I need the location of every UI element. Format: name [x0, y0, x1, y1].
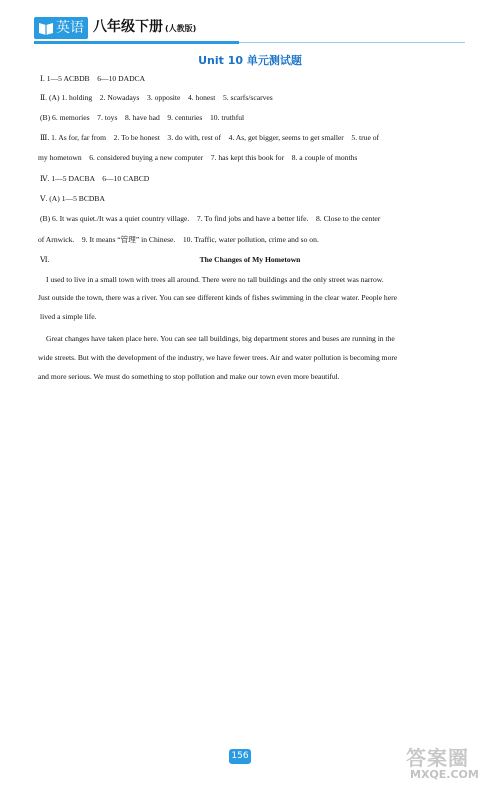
- answer-line: Ⅳ. 1—5 DACBA 6—10 CABCD: [40, 174, 150, 183]
- answer-line: of Arnwick. 9. It means “管理” in Chinese. 10. Traffic, water pollution, crime and so on.: [38, 235, 319, 244]
- page-header: [0, 0, 500, 50]
- answer-line: my hometown 6. considered buying a new computer 7. has kept this book for 8. a couple of months: [38, 153, 358, 162]
- grade-label: [93, 17, 196, 39]
- essay-line: I used to live in a small town with trees all around. There were no tall buildings and the only street was narrow.: [46, 275, 384, 284]
- header-divider: [239, 42, 465, 43]
- answer-line: Ⅲ. 1. As for, far from 2. To be honest 3. do with, rest of 4. As, get bigger, seems to get smaller 5. true of: [40, 133, 380, 142]
- answer-line: (B) 6. It was quiet./It was a quiet country village. 7. To find jobs and have a better life. 8. Close to the center: [40, 214, 381, 223]
- unit-title: Unit 10 单元测试题: [198, 54, 302, 67]
- answer-line: Ⅰ. 1—5 ACBDB 6—10 DADCA: [40, 74, 146, 83]
- essay-line: Great changes have taken place here. You can see tall buildings, big department stores and buses are running in the: [46, 334, 395, 343]
- essay-line: wide streets. But with the development of the industry, we have fewer trees. Air and water pollution is becoming more: [38, 353, 398, 362]
- watermark-url: MXQE.COM: [410, 768, 479, 781]
- edition-label: (人教版): [165, 24, 197, 33]
- essay-line: Just outside the town, there was a river. You can see different kinds of fishes swimming in the clear water. People here: [38, 293, 397, 302]
- subject-label: 英语: [56, 20, 84, 36]
- book-icon: [38, 21, 54, 35]
- essay-title: The Changes of My Hometown: [199, 255, 301, 264]
- essay-line: lived a simple life.: [40, 312, 97, 321]
- subject-badge: [34, 17, 88, 39]
- answer-line: (B) 6. memories 7. toys 8. have had 9. centuries 10. truthful: [40, 113, 245, 122]
- watermark-logo: 答案圈: [406, 746, 469, 770]
- answer-line: Ⅱ. (A) 1. holding 2. Nowadays 3. opposite 4. honest 5. scarfs/scarves: [40, 93, 273, 102]
- essay-line: and more serious. We must do something to stop pollution and make our town even more beautiful.: [38, 372, 340, 381]
- section-numeral: Ⅵ.: [40, 255, 50, 264]
- answer-line: Ⅴ. (A) 1—5 BCDBA: [40, 194, 105, 203]
- header-divider-accent: [34, 41, 239, 44]
- page-number: 156: [229, 749, 251, 764]
- grade-text: 八年级下册: [93, 19, 163, 35]
